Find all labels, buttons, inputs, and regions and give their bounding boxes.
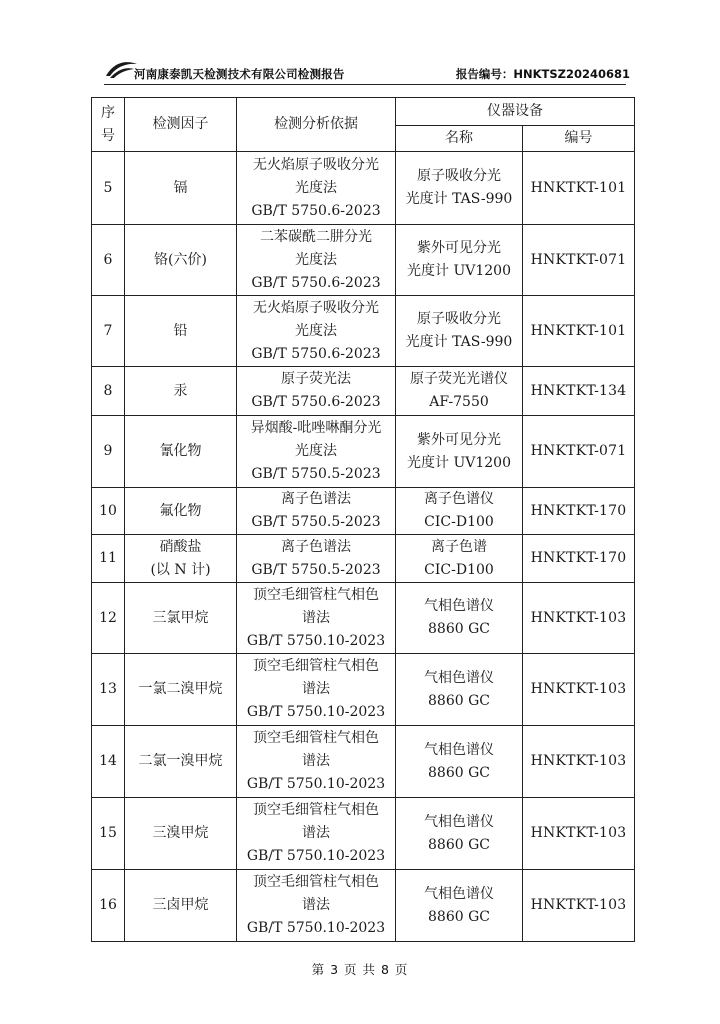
table-row <box>92 367 635 416</box>
method-cell <box>237 296 396 367</box>
factor-cell-line: 三卤甲烷 <box>152 897 209 913</box>
method-cell-line: 顶空毛细管柱气相色 <box>253 586 379 603</box>
method-cell-line: 离子色谱法 <box>281 491 351 507</box>
instrument-name-cell-line: 光度计 UV1200 <box>407 263 511 279</box>
instrument-name-cell <box>396 535 523 583</box>
method-cell-line: 谱法 <box>302 609 330 626</box>
factor-cell <box>125 535 237 583</box>
method-cell-line: GB/T 5750.5-2023 <box>251 466 381 482</box>
method-cell <box>237 726 396 798</box>
instrument-name-cell-line: 8860 GC <box>428 836 490 853</box>
method-cell <box>237 416 396 488</box>
method-cell-line: 谱法 <box>302 825 330 841</box>
header-code: 编号 <box>523 126 635 152</box>
instrument-name-cell-line: AF-7550 <box>429 394 489 410</box>
method-cell-line: 光度法 <box>295 443 337 459</box>
factor-cell-line: 三溴甲烷 <box>152 825 209 841</box>
row-number: 14 <box>92 726 125 798</box>
method-cell <box>237 367 396 416</box>
method-cell-line: 原子荧光法 <box>281 371 351 387</box>
method-cell <box>237 654 396 726</box>
table-body <box>92 152 635 942</box>
instrument-name-cell-line: 离子色谱仪 <box>424 491 494 507</box>
method-cell-line: 异烟酸-吡唑啉酮分光 <box>250 420 382 436</box>
page-footer: 第 3 页 共 8 页 <box>311 962 409 977</box>
instrument-name-cell <box>396 488 523 535</box>
instrument-table <box>91 97 635 942</box>
table-row <box>92 798 635 870</box>
method-cell-line: GB/T 5750.10-2023 <box>246 776 386 792</box>
instrument-name-cell-line: 原子吸收分光 <box>417 311 501 327</box>
method-cell-line: 无火焰原子吸收分光 <box>253 299 379 316</box>
method-cell-line: 谱法 <box>302 753 330 769</box>
instrument-code-cell: HNKTKT-170 <box>523 488 635 535</box>
method-cell-line: GB/T 5750.6-2023 <box>251 345 381 362</box>
instrument-name-cell-line: 8860 GC <box>428 764 490 781</box>
method-cell-line: GB/T 5750.10-2023 <box>246 704 386 720</box>
instrument-name-cell-line: 8860 GC <box>428 908 490 925</box>
instrument-name-cell <box>396 726 523 798</box>
row-number: 15 <box>92 798 125 870</box>
method-cell-line: 谱法 <box>302 681 330 697</box>
instrument-name-cell <box>396 870 523 942</box>
table-row <box>92 583 635 654</box>
instrument-name-cell <box>396 152 523 225</box>
instrument-code-cell: HNKTKT-071 <box>523 225 635 296</box>
header-no-char: 序 <box>101 104 115 121</box>
factor-cell-line: 三氯甲烷 <box>152 609 209 626</box>
instrument-name-cell-line: 原子荧光光谱仪 <box>410 371 508 387</box>
row-number: 13 <box>92 654 125 726</box>
factor-cell <box>125 654 237 726</box>
factor-cell-line: 氟化物 <box>159 502 202 519</box>
header-no <box>92 98 125 152</box>
instrument-name-cell-line: 气相色谱仪 <box>424 598 494 614</box>
factor-cell <box>125 583 237 654</box>
instrument-name-cell-line: 原子吸收分光 <box>417 168 501 184</box>
instrument-name-cell <box>396 654 523 726</box>
row-number: 12 <box>92 583 125 654</box>
instrument-name-cell <box>396 225 523 296</box>
method-cell <box>237 152 396 225</box>
method-cell-line: GB/T 5750.6-2023 <box>251 394 381 410</box>
factor-cell <box>125 152 237 225</box>
instrument-code-cell: HNKTKT-101 <box>523 152 635 225</box>
method-cell-line: GB/T 5750.10-2023 <box>246 920 386 936</box>
factor-cell-line: (以 N 计) <box>150 561 211 578</box>
table-row <box>92 296 635 367</box>
factor-cell <box>125 488 237 535</box>
instrument-code-cell: HNKTKT-101 <box>523 296 635 367</box>
factor-cell-line: 镉 <box>173 179 188 196</box>
factor-cell-line: 汞 <box>173 382 188 399</box>
method-cell-line: GB/T 5750.5-2023 <box>251 514 381 530</box>
factor-cell <box>125 798 237 870</box>
row-number: 5 <box>92 152 125 225</box>
table-row <box>92 152 635 225</box>
instrument-name-cell-line: 8860 GC <box>428 621 490 637</box>
method-cell-line: 光度法 <box>295 322 337 339</box>
table-row <box>92 870 635 942</box>
method-cell-line: GB/T 5750.5-2023 <box>251 561 381 578</box>
table-row <box>92 726 635 798</box>
instrument-code-cell: HNKTKT-103 <box>523 798 635 870</box>
method-cell <box>237 798 396 870</box>
instrument-name-cell-line: 气相色谱仪 <box>424 741 494 758</box>
factor-cell-line: 二氯一溴甲烷 <box>138 753 223 769</box>
table-row <box>92 225 635 296</box>
instrument-code-cell: HNKTKT-134 <box>523 367 635 416</box>
factor-cell-line: 一氯二溴甲烷 <box>138 681 223 697</box>
factor-cell-line: 铬(六价) <box>154 251 207 268</box>
instrument-code-cell: HNKTKT-103 <box>523 654 635 726</box>
factor-cell-line: 氰化物 <box>159 443 202 459</box>
method-cell-line: GB/T 5750.10-2023 <box>246 848 386 864</box>
factor-cell <box>125 296 237 367</box>
method-cell <box>237 225 396 296</box>
header-instrument: 仪器设备 <box>396 98 635 126</box>
instrument-name-cell-line: CIC-D100 <box>424 561 494 578</box>
instrument-name-cell-line: 光度计 TAS-990 <box>405 334 513 350</box>
method-cell-line: 顶空毛细管柱气相色 <box>253 802 379 818</box>
instrument-code-cell: HNKTKT-071 <box>523 416 635 488</box>
company-logo-icon <box>104 58 138 80</box>
instrument-name-cell <box>396 296 523 367</box>
table-row <box>92 535 635 583</box>
method-cell <box>237 535 396 583</box>
instrument-code-cell: HNKTKT-103 <box>523 870 635 942</box>
row-number: 7 <box>92 296 125 367</box>
page-header <box>104 56 634 86</box>
instrument-name-cell <box>396 416 523 488</box>
instrument-name-cell-line: CIC-D100 <box>424 514 494 530</box>
row-number: 9 <box>92 416 125 488</box>
header-method: 检测分析依据 <box>237 98 396 152</box>
table-header-row <box>92 98 635 126</box>
method-cell-line: 谱法 <box>302 897 330 913</box>
header-name: 名称 <box>396 126 523 152</box>
factor-cell-line: 铅 <box>173 322 188 339</box>
instrument-code-cell: HNKTKT-103 <box>523 583 635 654</box>
table-row <box>92 654 635 726</box>
factor-cell-line: 硝酸盐 <box>159 538 202 555</box>
method-cell-line: GB/T 5750.10-2023 <box>246 632 386 649</box>
method-cell-line: 离子色谱法 <box>281 538 351 555</box>
method-cell-line: 无火焰原子吸收分光 <box>253 156 379 173</box>
method-cell-line: 顶空毛细管柱气相色 <box>253 658 379 674</box>
method-cell-line: 光度法 <box>295 251 337 268</box>
row-number: 8 <box>92 367 125 416</box>
instrument-code-cell: HNKTKT-103 <box>523 726 635 798</box>
factor-cell <box>125 870 237 942</box>
instrument-name-cell-line: 紫外可见分光 <box>417 240 501 256</box>
method-cell <box>237 583 396 654</box>
row-number: 10 <box>92 488 125 535</box>
table-row <box>92 488 635 535</box>
row-number: 6 <box>92 225 125 296</box>
company-name: 河南康泰凯天检测技术有限公司检测报告 <box>134 67 345 81</box>
report-number: 报告编号：HNKTSZ20240681 <box>455 67 630 81</box>
method-cell-line: 二苯碳酰二肼分光 <box>260 228 372 245</box>
instrument-name-cell <box>396 367 523 416</box>
instrument-name-cell-line: 离子色谱 <box>431 538 487 555</box>
factor-cell <box>125 726 237 798</box>
instrument-name-cell-line: 气相色谱仪 <box>424 669 494 686</box>
instrument-name-cell-line: 紫外可见分光 <box>417 431 501 448</box>
instrument-name-cell-line: 光度计 UV1200 <box>407 454 511 471</box>
method-cell-line: GB/T 5750.6-2023 <box>251 202 381 219</box>
method-cell <box>237 870 396 942</box>
header-divider <box>104 84 626 85</box>
method-cell-line: 顶空毛细管柱气相色 <box>253 730 379 746</box>
instrument-name-cell-line: 气相色谱仪 <box>424 885 494 902</box>
table-row <box>92 416 635 488</box>
instrument-name-cell-line: 光度计 TAS-990 <box>405 191 513 207</box>
header-no-char: 号 <box>101 127 115 144</box>
method-cell-line: GB/T 5750.6-2023 <box>251 274 381 291</box>
instrument-name-cell-line: 气相色谱仪 <box>424 813 494 830</box>
header-factor: 检测因子 <box>125 98 237 152</box>
row-number: 11 <box>92 535 125 583</box>
instrument-name-cell <box>396 798 523 870</box>
instrument-code-cell: HNKTKT-170 <box>523 535 635 583</box>
instrument-name-cell-line: 8860 GC <box>428 692 490 709</box>
factor-cell <box>125 367 237 416</box>
method-cell-line: 光度法 <box>295 179 337 196</box>
method-cell <box>237 488 396 535</box>
factor-cell <box>125 225 237 296</box>
factor-cell <box>125 416 237 488</box>
row-number: 16 <box>92 870 125 942</box>
method-cell-line: 顶空毛细管柱气相色 <box>253 874 379 890</box>
instrument-name-cell <box>396 583 523 654</box>
